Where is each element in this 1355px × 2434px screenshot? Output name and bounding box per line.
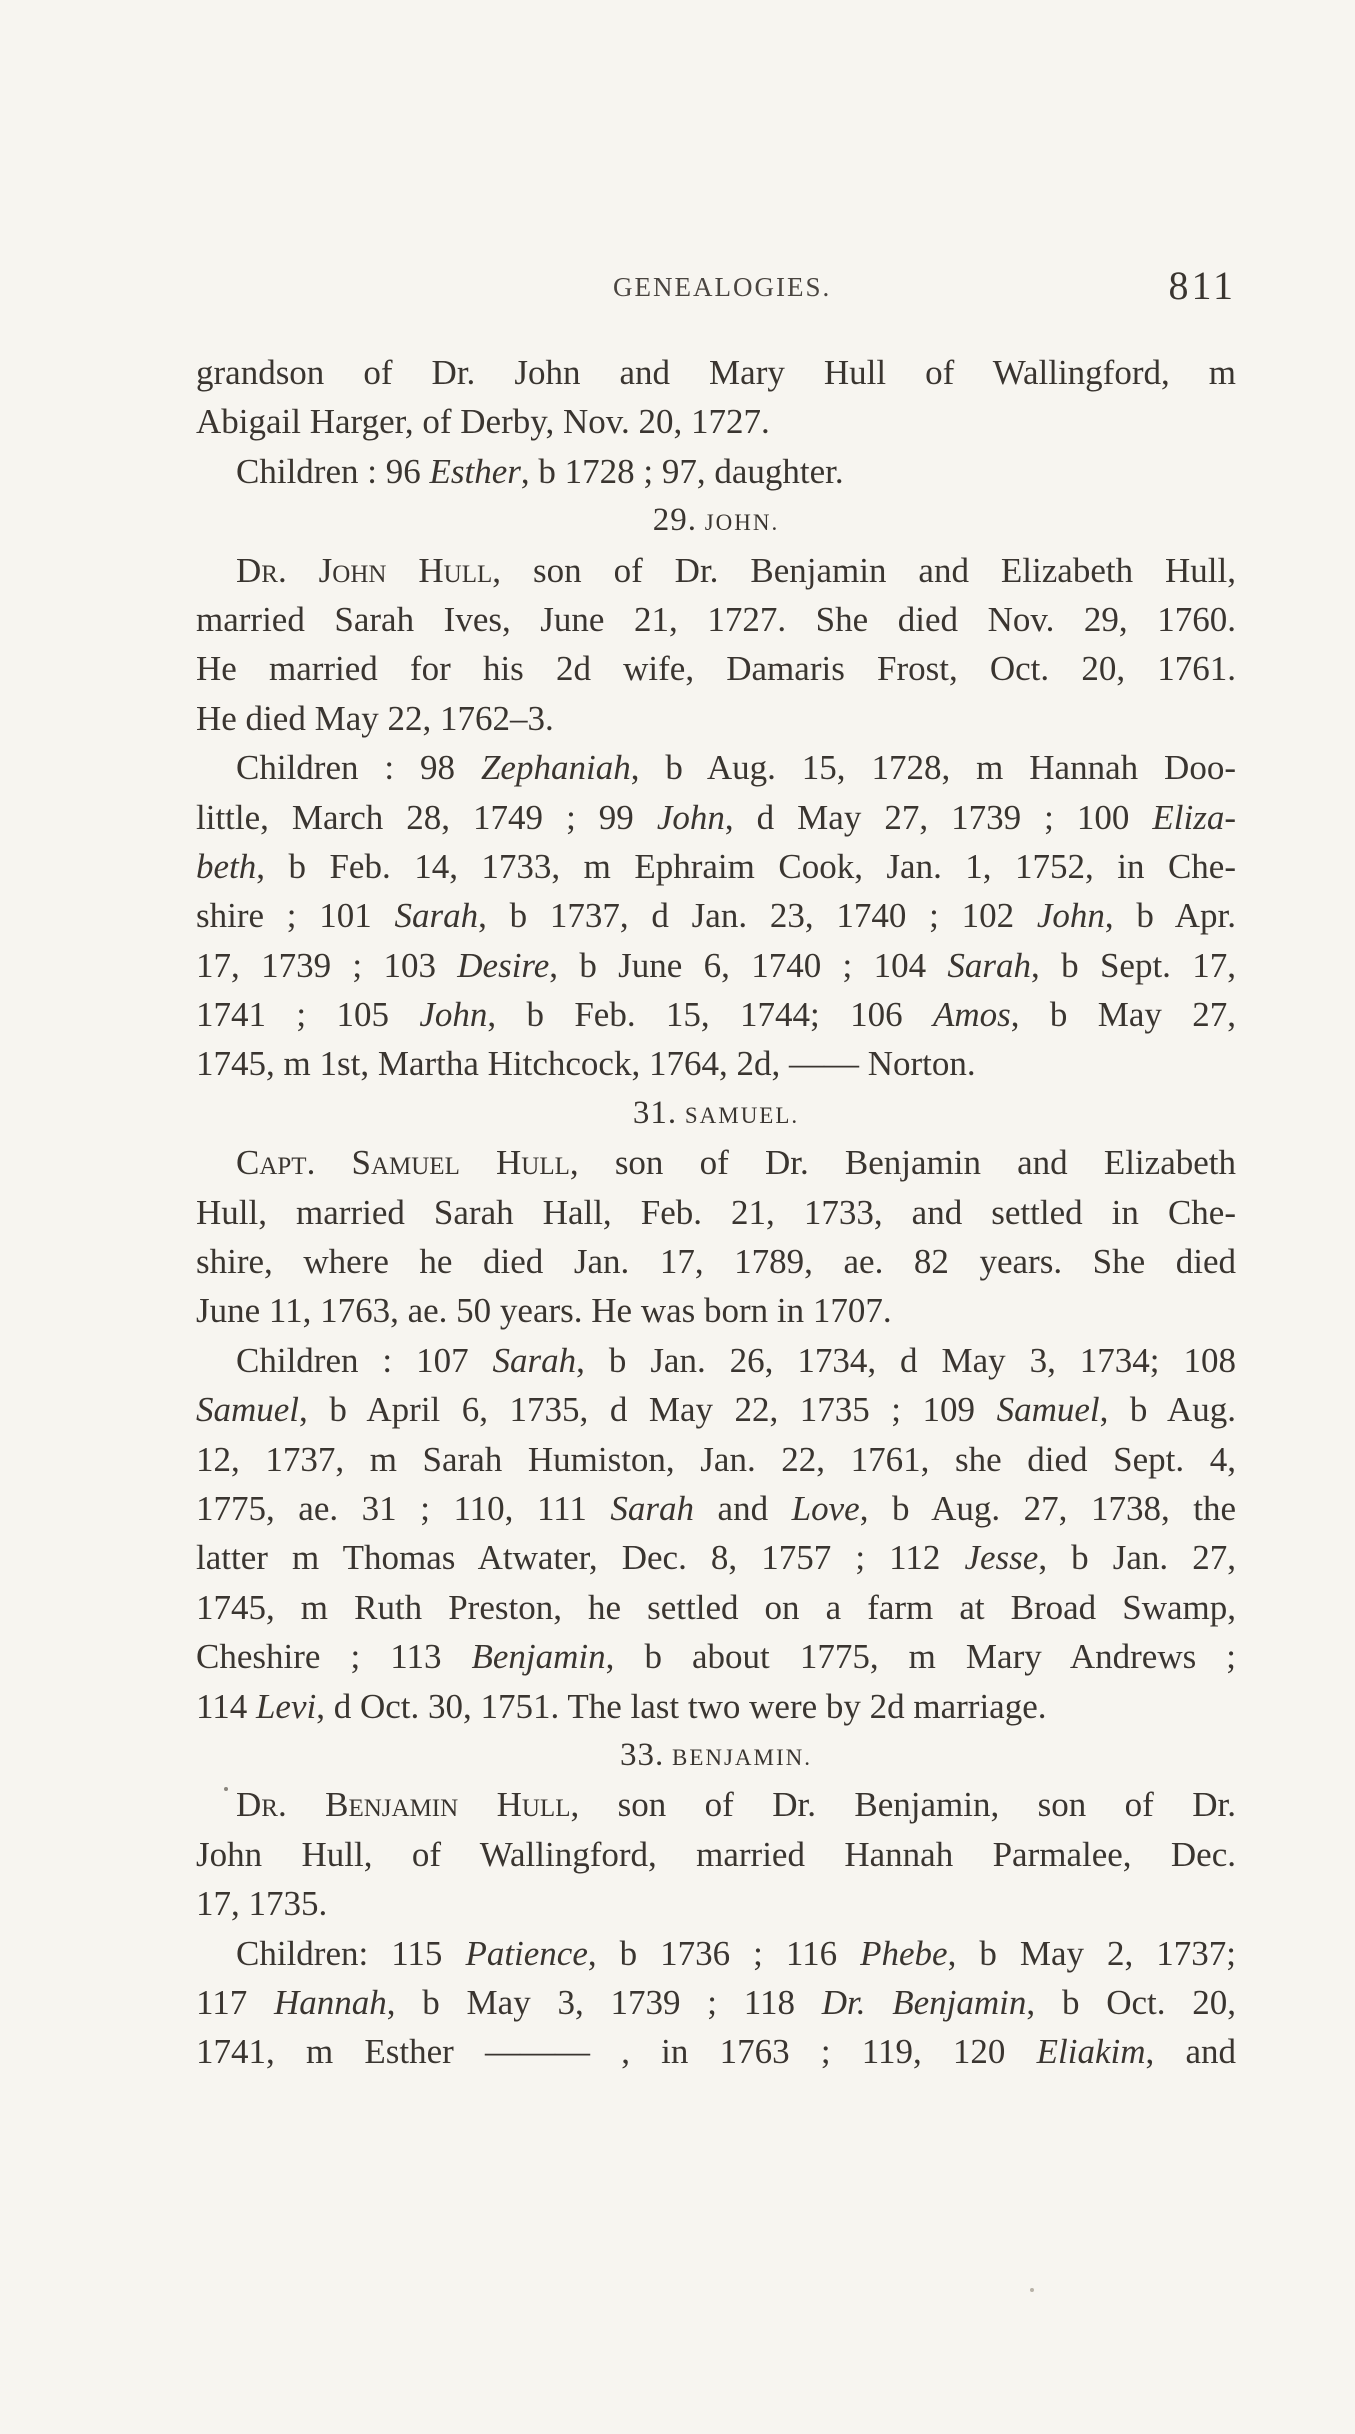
children-line — [196, 743, 1236, 792]
person-name: Dr. Benjamin Hull — [236, 1785, 571, 1825]
child-name: Eliza- — [1152, 797, 1236, 837]
child-name: Love — [791, 1488, 860, 1528]
text-run: , b 1728 ; 97, daughter. — [520, 451, 844, 491]
text-run: , b 1737, d Jan. 23, 1740 ; 102 — [478, 896, 1037, 936]
running-head — [196, 263, 1236, 318]
text-run: , b April 6, 1735, d May 22, 1735 ; 109 — [299, 1390, 997, 1430]
children-line — [196, 1484, 1236, 1533]
child-name: Desire — [457, 945, 550, 985]
text-run: 114 — [196, 1686, 256, 1726]
children-line — [196, 793, 1236, 842]
text-run: , b May 27, — [1010, 995, 1236, 1035]
text-line: June 11, 1763, ae. 50 years. He was born in 1707. — [196, 1291, 892, 1331]
text-run: little, March 28, 1749 ; 99 — [196, 797, 657, 837]
text-line: Hull, married Sarah Hall, Feb. 21, 1733, and settled in Che- — [196, 1192, 1236, 1232]
text-run: latter m Thomas Atwater, Dec. 8, 1757 ; 112 — [196, 1538, 965, 1578]
child-name: Jesse — [964, 1538, 1039, 1578]
children-line — [196, 990, 1236, 1039]
child-name: John — [419, 995, 488, 1035]
text-run: , son of Dr. Benjamin, son of Dr. — [570, 1785, 1236, 1825]
text-run: , son of Dr. Benjamin and Elizabeth Hull, — [492, 550, 1237, 590]
heading-number: 33. — [619, 1736, 665, 1773]
children-line — [196, 842, 1236, 891]
margin-speck — [224, 1787, 228, 1791]
heading-number: 31. — [632, 1094, 678, 1131]
child-name: Sarah — [947, 945, 1032, 985]
text-run: 17, 1739 ; 103 — [196, 945, 458, 985]
text-line — [196, 1780, 1236, 1829]
text-run: Children: 115 — [236, 1933, 466, 1973]
text-run: , b Feb. 15, 1744; 106 — [487, 995, 933, 1035]
text-run: shire ; 101 — [196, 896, 395, 936]
text-run: , and — [1145, 2032, 1236, 2072]
text-run: 1741, m Esther ——— , in 1763 ; 119, 120 — [196, 2032, 1037, 2072]
child-name: Samuel — [196, 1390, 300, 1430]
text-run: Cheshire ; 113 — [196, 1637, 472, 1677]
heading-name: BENJAMIN. — [671, 1744, 813, 1770]
children-line — [196, 1682, 1236, 1731]
heading-name: SAMUEL. — [684, 1102, 800, 1128]
text-run: , son of Dr. Benjamin and Elizabeth — [569, 1143, 1236, 1183]
text-run: Children : 107 — [236, 1340, 493, 1380]
text-run: 1741 ; 105 — [196, 995, 420, 1035]
text-run: , b June 6, 1740 ; 104 — [549, 945, 948, 985]
text-run: Children : 98 — [236, 748, 481, 788]
child-name: John — [656, 797, 725, 837]
text-run: , b May 2, 1737; — [947, 1933, 1236, 1973]
text-line: Abigail Harger, of Derby, Nov. 20, 1727. — [196, 402, 770, 442]
children-line — [196, 1632, 1236, 1681]
child-name: Amos — [932, 995, 1011, 1035]
text-run: , b Jan. 27, — [1038, 1538, 1236, 1578]
child-name: Patience — [465, 1933, 588, 1973]
children-line — [196, 1336, 1236, 1385]
section-heading-samuel — [196, 1089, 1236, 1138]
running-title: GENEALOGIES. — [613, 272, 832, 302]
text-line: John Hull, of Wallingford, married Hannah Parmalee, Dec. — [196, 1834, 1236, 1874]
children-line — [196, 2027, 1236, 2076]
child-name: Sarah — [610, 1488, 695, 1528]
children-line: 1745, m 1st, Martha Hitchcock, 1764, 2d, —— Norton. — [196, 1044, 976, 1084]
heading-name: JOHN. — [704, 510, 780, 536]
text-run: 1775, ae. 31 ; 110, 111 — [196, 1488, 611, 1528]
child-name: beth — [196, 846, 257, 886]
children-line — [196, 447, 1236, 496]
section-heading-john — [196, 496, 1236, 545]
text-run: , b Aug. 27, 1738, the — [859, 1488, 1236, 1528]
text-line: grandson of Dr. John and Mary Hull of Wallingford, m — [196, 353, 1236, 392]
text-run: , b Aug. — [1099, 1390, 1236, 1430]
text-run: , b Apr. — [1104, 896, 1236, 936]
text-run: , b Feb. 14, 1733, m Ephraim Cook, Jan. 1, 1752, in Che- — [256, 846, 1236, 886]
text-line — [196, 546, 1236, 595]
text-run: , b about 1775, m Mary Andrews ; — [605, 1637, 1236, 1677]
child-name: Levi — [255, 1686, 317, 1726]
child-name: Zephaniah — [480, 748, 631, 788]
text-run: , b Aug. 15, 1728, m Hannah Doo- — [630, 748, 1236, 788]
child-name: Hannah — [273, 1982, 387, 2022]
text-line: He married for his 2d wife, Damaris Frost, Oct. 20, 1761. — [196, 649, 1236, 689]
person-name: Capt. Samuel Hull — [236, 1143, 570, 1183]
child-name: Eliakim — [1036, 2032, 1146, 2072]
children-line — [196, 941, 1236, 990]
text-line: He died May 22, 1762–3. — [196, 698, 554, 738]
text-run: , d Oct. 30, 1751. The last two were by 2d marriage. — [316, 1686, 1047, 1726]
text-line: 17, 1735. — [196, 1884, 328, 1924]
text-run: , b May 3, 1739 ; 118 — [386, 1982, 822, 2022]
text-line: shire, where he died Jan. 17, 1789, ae. 82 years. She died — [196, 1242, 1236, 1282]
children-line — [196, 1385, 1236, 1434]
children-line — [196, 1978, 1236, 2027]
section-heading-benjamin — [196, 1731, 1236, 1780]
child-name: Dr. Benjamin — [821, 1982, 1027, 2022]
page-number: 811 — [1168, 263, 1236, 308]
children-line — [196, 891, 1236, 940]
child-name: John — [1036, 896, 1105, 936]
text-line — [196, 1138, 1236, 1187]
person-name: Dr. John Hull — [236, 550, 493, 590]
children-line: 1745, m Ruth Preston, he settled on a farm at Broad Swamp, — [196, 1587, 1236, 1627]
text-run: and — [694, 1488, 792, 1528]
children-line — [196, 1929, 1236, 1978]
paper-speck — [1030, 2288, 1034, 2292]
child-name: Esther — [429, 451, 521, 491]
text-run: , b Jan. 26, 1734, d May 3, 1734; 108 — [576, 1340, 1236, 1380]
child-name: Phebe — [860, 1933, 948, 1973]
text-run: Children : 96 — [236, 451, 430, 491]
text-run: , d May 27, 1739 ; 100 — [724, 797, 1153, 837]
child-name: Samuel — [996, 1390, 1100, 1430]
child-name: Sarah — [394, 896, 479, 936]
text-run: , b Oct. 20, — [1026, 1982, 1237, 2022]
heading-number: 29. — [652, 502, 697, 539]
text-run: 117 — [196, 1982, 274, 2022]
child-name: Sarah — [492, 1340, 577, 1380]
text-run: , b 1736 ; 116 — [587, 1933, 861, 1973]
text-line: married Sarah Ives, June 21, 1727. She died Nov. 29, 1760. — [196, 599, 1236, 639]
children-line: 12, 1737, m Sarah Humiston, Jan. 22, 1761, she died Sept. 4, — [196, 1439, 1236, 1479]
body-text — [196, 348, 1236, 2077]
text-run: , b Sept. 17, — [1031, 945, 1236, 985]
child-name: Benjamin — [471, 1637, 606, 1677]
children-line — [196, 1533, 1236, 1582]
